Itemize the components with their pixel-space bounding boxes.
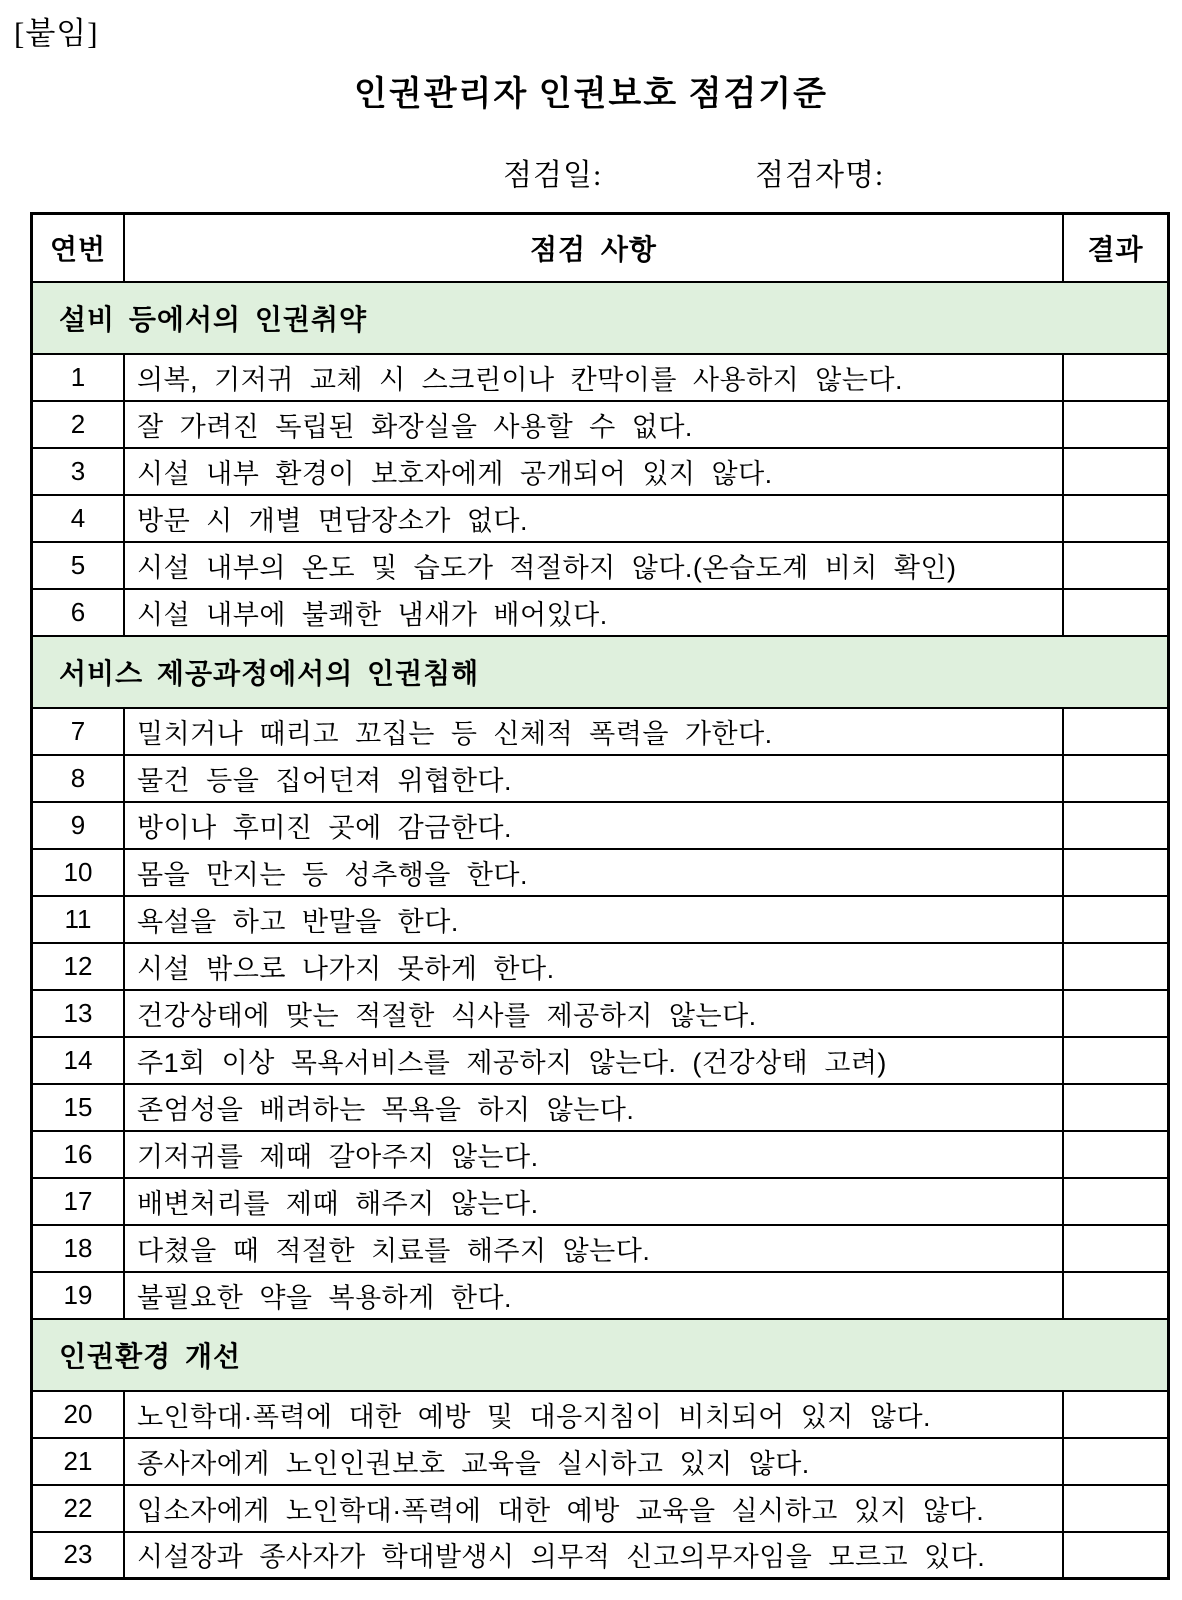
row-text: 시설 내부에 불쾌한 냄새가 배어있다. [124,589,1063,636]
table-row [32,1532,1169,1579]
row-text: 주1회 이상 목욕서비스를 제공하지 않는다. (건강상태 고려) [124,1037,1063,1084]
result-cell [1063,943,1169,990]
table-row [32,1438,1169,1485]
row-number: 13 [32,990,125,1037]
row-text: 존엄성을 배려하는 목욕을 하지 않는다. [124,1084,1063,1131]
inspector-name-label: 점검자명: [755,159,885,192]
row-number: 17 [32,1178,125,1225]
result-cell [1063,849,1169,896]
row-text: 입소자에게 노인학대·폭력에 대한 예방 교육을 실시하고 있지 않다. [124,1485,1063,1532]
row-number: 15 [32,1084,125,1131]
table-row [32,589,1169,636]
table-row [32,1225,1169,1272]
inspection-date-label: 점검일: [503,159,603,192]
table-row [32,1272,1169,1319]
row-number: 12 [32,943,125,990]
result-cell [1063,990,1169,1037]
table-row [32,542,1169,589]
result-cell [1063,1037,1169,1084]
result-cell [1063,1272,1169,1319]
row-number: 1 [32,354,125,401]
row-text: 의복, 기저귀 교체 시 스크린이나 칸막이를 사용하지 않는다. [124,354,1063,401]
table-row [32,1391,1169,1438]
row-number: 9 [32,802,125,849]
result-cell [1063,1084,1169,1131]
row-text: 기저귀를 제때 갈아주지 않는다. [124,1131,1063,1178]
row-text: 불필요한 약을 복용하게 한다. [124,1272,1063,1319]
table-header-row [32,214,1169,282]
row-text: 방문 시 개별 면담장소가 없다. [124,495,1063,542]
result-cell [1063,1178,1169,1225]
section-title: 서비스 제공과정에서의 인권침해 [32,636,1169,708]
result-cell [1063,1438,1169,1485]
row-text: 노인학대·폭력에 대한 예방 및 대응지침이 비치되어 있지 않다. [124,1391,1063,1438]
row-number: 20 [32,1391,125,1438]
row-number: 21 [32,1438,125,1485]
row-text: 시설 내부의 온도 및 습도가 적절하지 않다.(온습도계 비치 확인) [124,542,1063,589]
result-cell [1063,495,1169,542]
result-cell [1063,708,1169,755]
row-text: 욕설을 하고 반말을 한다. [124,896,1063,943]
table-row [32,755,1169,802]
table-body [32,282,1169,1579]
meta-row [0,150,1182,190]
table-row [32,990,1169,1037]
row-number: 19 [32,1272,125,1319]
page-title: 인권관리자 인권보호 점검기준 [354,76,828,113]
row-text: 건강상태에 맞는 적절한 식사를 제공하지 않는다. [124,990,1063,1037]
attachment-label: [붙임] [14,16,99,51]
section-header-row [32,1319,1169,1391]
row-number: 7 [32,708,125,755]
table-row [32,1485,1169,1532]
row-text: 다쳤을 때 적절한 치료를 해주지 않는다. [124,1225,1063,1272]
table-row [32,896,1169,943]
header-no: 연번 [32,214,125,282]
table-row [32,1131,1169,1178]
row-text: 시설 내부 환경이 보호자에게 공개되어 있지 않다. [124,448,1063,495]
result-cell [1063,542,1169,589]
section-header-row [32,636,1169,708]
table-row [32,1037,1169,1084]
row-number: 16 [32,1131,125,1178]
row-number: 14 [32,1037,125,1084]
row-number: 2 [32,401,125,448]
table-row [32,802,1169,849]
row-text: 시설 밖으로 나가지 못하게 한다. [124,943,1063,990]
row-text: 잘 가려진 독립된 화장실을 사용할 수 없다. [124,401,1063,448]
row-number: 22 [32,1485,125,1532]
row-number: 5 [32,542,125,589]
row-number: 18 [32,1225,125,1272]
table-row [32,1084,1169,1131]
row-text: 밀치거나 때리고 꼬집는 등 신체적 폭력을 가한다. [124,708,1063,755]
row-number: 10 [32,849,125,896]
result-cell [1063,1225,1169,1272]
row-number: 6 [32,589,125,636]
table-row [32,708,1169,755]
table-row [32,849,1169,896]
result-cell [1063,448,1169,495]
result-cell [1063,589,1169,636]
result-cell [1063,354,1169,401]
result-cell [1063,755,1169,802]
row-number: 3 [32,448,125,495]
result-cell [1063,401,1169,448]
row-text: 방이나 후미진 곳에 감금한다. [124,802,1063,849]
table-row [32,354,1169,401]
table-row [32,448,1169,495]
row-text: 종사자에게 노인인권보호 교육을 실시하고 있지 않다. [124,1438,1063,1485]
table-row [32,943,1169,990]
result-cell [1063,896,1169,943]
row-text: 몸을 만지는 등 성추행을 한다. [124,849,1063,896]
table-row [32,495,1169,542]
section-header-row [32,282,1169,354]
row-number: 4 [32,495,125,542]
header-result: 결과 [1063,214,1169,282]
row-number: 8 [32,755,125,802]
row-text: 배변처리를 제때 해주지 않는다. [124,1178,1063,1225]
result-cell [1063,1532,1169,1579]
result-cell [1063,802,1169,849]
inspection-table [30,212,1170,1580]
table-row [32,401,1169,448]
section-title: 인권환경 개선 [32,1319,1169,1391]
result-cell [1063,1131,1169,1178]
row-text: 시설장과 종사자가 학대발생시 의무적 신고의무자임을 모르고 있다. [124,1532,1063,1579]
result-cell [1063,1391,1169,1438]
row-number: 11 [32,896,125,943]
result-cell [1063,1485,1169,1532]
table-row [32,1178,1169,1225]
row-number: 23 [32,1532,125,1579]
row-text: 물건 등을 집어던져 위협한다. [124,755,1063,802]
section-title: 설비 등에서의 인권취약 [32,282,1169,354]
header-item: 점검 사항 [124,214,1063,282]
